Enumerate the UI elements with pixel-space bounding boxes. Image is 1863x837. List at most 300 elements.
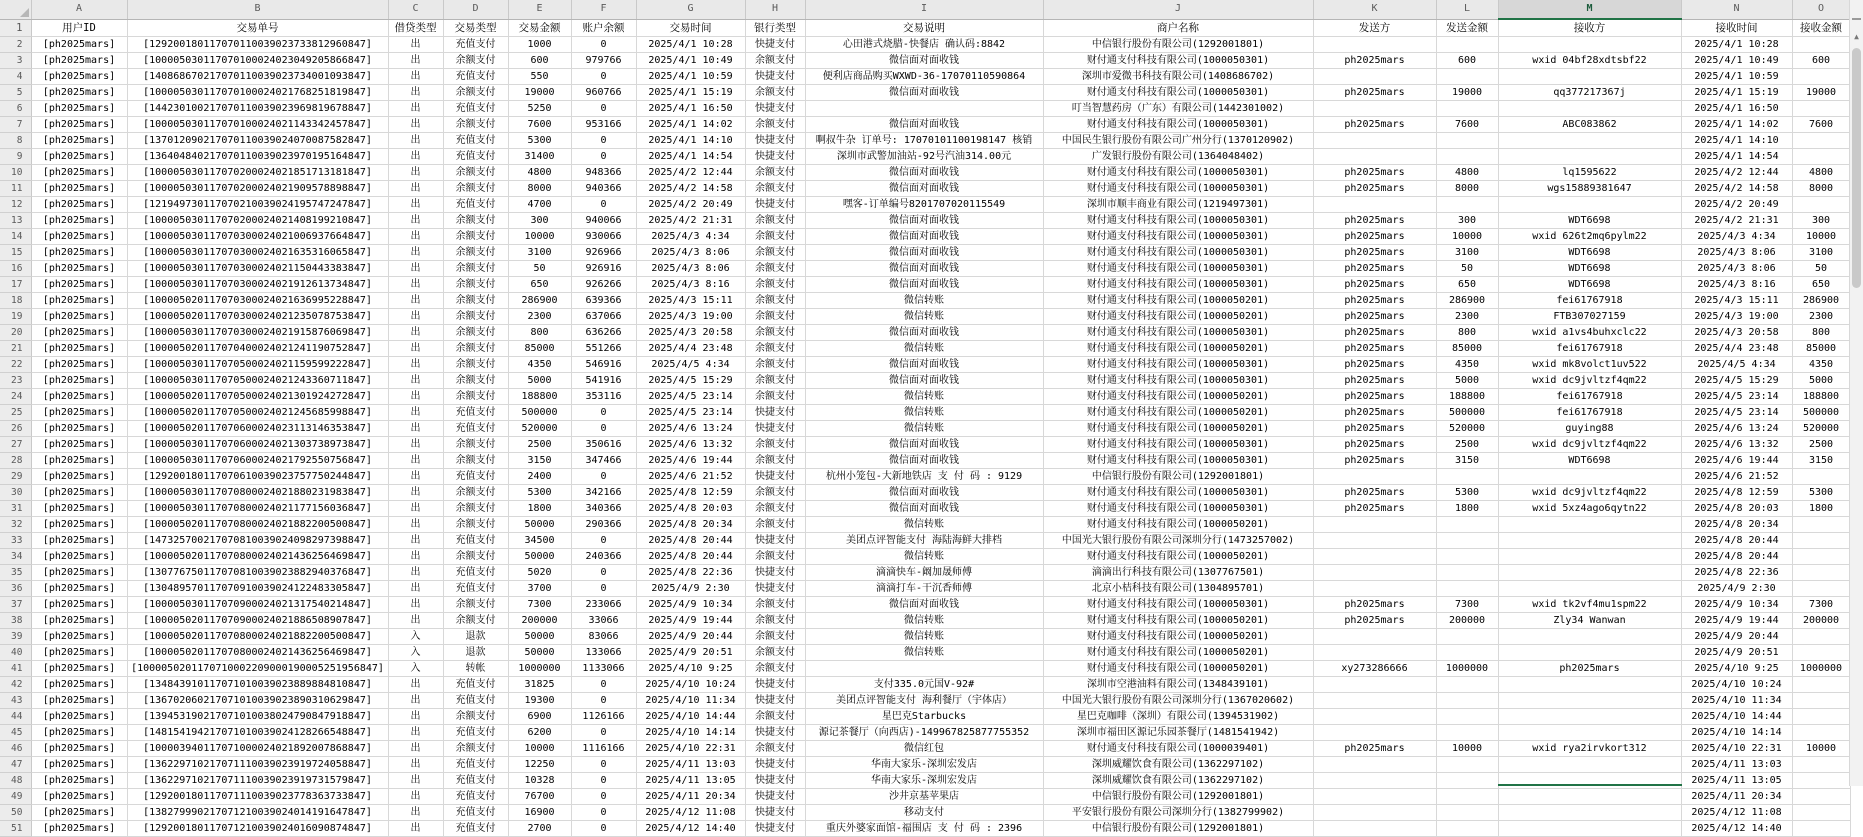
cell[interactable]: 入 bbox=[388, 645, 443, 661]
row-header[interactable]: 15 bbox=[0, 245, 31, 261]
cell[interactable]: 出 bbox=[388, 613, 443, 629]
cell[interactable]: 深圳市顺丰商业有限公司(1219497301) bbox=[1043, 197, 1313, 213]
cell[interactable]: 2025/4/3 8:06 bbox=[636, 245, 745, 261]
cell[interactable]: 出 bbox=[388, 533, 443, 549]
cell[interactable]: 快捷支付 bbox=[745, 789, 805, 805]
cell[interactable]: 财付通支付科技有限公司(1000050301) bbox=[1043, 117, 1313, 133]
cell[interactable] bbox=[1792, 149, 1850, 165]
cell[interactable]: [ph2025mars] bbox=[31, 101, 127, 117]
cell[interactable]: 快捷支付 bbox=[745, 149, 805, 165]
cell[interactable]: 出 bbox=[388, 773, 443, 789]
cell[interactable] bbox=[1498, 533, 1681, 549]
cell[interactable]: 926266 bbox=[571, 277, 636, 293]
cell[interactable]: 0 bbox=[571, 69, 636, 85]
cell[interactable]: 0 bbox=[571, 821, 636, 837]
cell[interactable]: 2025/4/8 20:44 bbox=[636, 549, 745, 565]
cell[interactable] bbox=[1436, 693, 1498, 709]
cell[interactable]: 19000 bbox=[508, 85, 571, 101]
cell[interactable]: 余额支付 bbox=[745, 629, 805, 645]
cell[interactable]: 0 bbox=[571, 469, 636, 485]
cell[interactable]: 50000 bbox=[508, 549, 571, 565]
row-header[interactable]: 28 bbox=[0, 453, 31, 469]
cell[interactable]: 余额支付 bbox=[745, 613, 805, 629]
cell[interactable] bbox=[1792, 725, 1850, 741]
cell[interactable]: 10000 bbox=[508, 229, 571, 245]
cell[interactable] bbox=[1792, 549, 1850, 565]
cell[interactable]: 2500 bbox=[1436, 437, 1498, 453]
cell[interactable]: 500000 bbox=[1436, 405, 1498, 421]
cell[interactable]: 2025/4/8 20:44 bbox=[636, 533, 745, 549]
cell[interactable]: 中信银行股份有限公司(1292001801) bbox=[1043, 789, 1313, 805]
cell[interactable] bbox=[1498, 693, 1681, 709]
cell[interactable]: 940366 bbox=[571, 181, 636, 197]
cell[interactable]: 出 bbox=[388, 725, 443, 741]
cell[interactable]: WDT6698 bbox=[1498, 261, 1681, 277]
row-header[interactable]: 8 bbox=[0, 133, 31, 149]
cell[interactable]: [ph2025mars] bbox=[31, 597, 127, 613]
cell[interactable]: [100005020117070800024021882200500847] bbox=[127, 517, 388, 533]
column-header-D[interactable]: D bbox=[443, 0, 508, 19]
cell[interactable]: 快捷支付 bbox=[745, 581, 805, 597]
cell[interactable] bbox=[1436, 133, 1498, 149]
cell[interactable]: 2025/4/6 19:44 bbox=[1681, 453, 1792, 469]
field-label-F[interactable]: 账户余额 bbox=[571, 19, 636, 37]
cell[interactable]: 500000 bbox=[508, 405, 571, 421]
cell[interactable]: [ph2025mars] bbox=[31, 805, 127, 821]
row-header[interactable]: 13 bbox=[0, 213, 31, 229]
cell[interactable]: 余额支付 bbox=[443, 485, 508, 501]
cell[interactable] bbox=[1792, 517, 1850, 533]
cell[interactable]: 财付通支付科技有限公司(1000050201) bbox=[1043, 613, 1313, 629]
cell[interactable]: 19300 bbox=[508, 693, 571, 709]
cell[interactable]: 支付335.0元国V-92# bbox=[805, 677, 1043, 693]
cell[interactable]: 出 bbox=[388, 341, 443, 357]
cell[interactable]: [ph2025mars] bbox=[31, 421, 127, 437]
cell[interactable]: 2025/4/6 21:52 bbox=[636, 469, 745, 485]
cell[interactable]: 中国光大银行股份有限公司深圳分行(1367020602) bbox=[1043, 693, 1313, 709]
cell[interactable]: 充值支付 bbox=[443, 725, 508, 741]
cell[interactable]: wgs15889381647 bbox=[1498, 181, 1681, 197]
cell[interactable]: 2025/4/1 10:59 bbox=[636, 69, 745, 85]
cell[interactable]: 76700 bbox=[508, 789, 571, 805]
cell[interactable]: 2025/4/4 23:48 bbox=[636, 341, 745, 357]
row-header[interactable]: 16 bbox=[0, 261, 31, 277]
cell[interactable]: ph2025mars bbox=[1313, 261, 1436, 277]
row-header[interactable]: 43 bbox=[0, 693, 31, 709]
cell[interactable] bbox=[1436, 149, 1498, 165]
cell[interactable]: ph2025mars bbox=[1313, 341, 1436, 357]
cell[interactable]: [136702060217071010039023890310629847] bbox=[127, 693, 388, 709]
cell[interactable]: 50000 bbox=[508, 517, 571, 533]
cell[interactable]: 出 bbox=[388, 261, 443, 277]
cell[interactable]: 5000 bbox=[508, 373, 571, 389]
cell[interactable]: 0 bbox=[571, 677, 636, 693]
cell[interactable] bbox=[1436, 517, 1498, 533]
cell[interactable]: [100005020117070300024021235078753847] bbox=[127, 309, 388, 325]
cell[interactable]: [ph2025mars] bbox=[31, 165, 127, 181]
cell[interactable]: 7300 bbox=[508, 597, 571, 613]
cell[interactable]: 余额支付 bbox=[443, 549, 508, 565]
cell[interactable]: 0 bbox=[571, 693, 636, 709]
cell[interactable]: ph2025mars bbox=[1313, 213, 1436, 229]
cell[interactable]: 余额支付 bbox=[443, 53, 508, 69]
cell[interactable]: 0 bbox=[571, 757, 636, 773]
cell[interactable]: 953166 bbox=[571, 117, 636, 133]
cell[interactable]: 中信银行股份有限公司(1292001801) bbox=[1043, 37, 1313, 53]
cell[interactable]: 出 bbox=[388, 277, 443, 293]
cell[interactable]: 1000000 bbox=[1792, 661, 1850, 677]
cell[interactable]: 50 bbox=[1436, 261, 1498, 277]
cell[interactable]: 50 bbox=[508, 261, 571, 277]
cell[interactable]: [ph2025mars] bbox=[31, 117, 127, 133]
cell[interactable]: 财付通支付科技有限公司(1000050301) bbox=[1043, 597, 1313, 613]
cell[interactable] bbox=[1313, 149, 1436, 165]
cell[interactable] bbox=[1498, 805, 1681, 821]
cell[interactable]: 3150 bbox=[1436, 453, 1498, 469]
cell[interactable]: [ph2025mars] bbox=[31, 485, 127, 501]
cell[interactable]: 0 bbox=[571, 565, 636, 581]
cell[interactable]: 2025/4/5 4:34 bbox=[1681, 357, 1792, 373]
field-label-K[interactable]: 发送方 bbox=[1313, 19, 1436, 37]
cell[interactable]: 微信转账 bbox=[805, 629, 1043, 645]
cell[interactable]: [147325700217070810039024098297398847] bbox=[127, 533, 388, 549]
cell[interactable] bbox=[1498, 821, 1681, 837]
cell[interactable]: 重庆外婆家面馆-福围店 支 付 码 : 2396 bbox=[805, 821, 1043, 837]
cell[interactable]: ph2025mars bbox=[1313, 245, 1436, 261]
cell[interactable]: 出 bbox=[388, 357, 443, 373]
column-header-F[interactable]: F bbox=[571, 0, 636, 19]
cell[interactable]: ph2025mars bbox=[1313, 485, 1436, 501]
cell[interactable]: [100005030117070300024021635316065847] bbox=[127, 245, 388, 261]
cell[interactable]: [ph2025mars] bbox=[31, 69, 127, 85]
cell[interactable] bbox=[1792, 709, 1850, 725]
cell[interactable]: 2500 bbox=[508, 437, 571, 453]
cell[interactable]: ABC083862 bbox=[1498, 117, 1681, 133]
cell[interactable]: 2025/4/3 4:34 bbox=[1681, 229, 1792, 245]
row-header[interactable]: 44 bbox=[0, 709, 31, 725]
cell[interactable]: 充值支付 bbox=[443, 421, 508, 437]
cell[interactable]: guying88 bbox=[1498, 421, 1681, 437]
row-header[interactable]: 37 bbox=[0, 597, 31, 613]
cell[interactable]: [139453190217071010038024790847918847] bbox=[127, 709, 388, 725]
cell[interactable]: 7600 bbox=[508, 117, 571, 133]
cell[interactable]: 19000 bbox=[1792, 85, 1850, 101]
row-header[interactable]: 38 bbox=[0, 613, 31, 629]
cell[interactable]: 50000 bbox=[508, 645, 571, 661]
cell[interactable]: 2025/4/10 22:31 bbox=[1681, 741, 1792, 757]
cell[interactable]: [100005020117070400024021241190752847] bbox=[127, 341, 388, 357]
cell[interactable]: [ph2025mars] bbox=[31, 549, 127, 565]
cell[interactable] bbox=[1498, 101, 1681, 117]
cell[interactable]: 财付通支付科技有限公司(1000050301) bbox=[1043, 245, 1313, 261]
cell[interactable]: 微信面对面收钱 bbox=[805, 245, 1043, 261]
field-label-H[interactable]: 银行类型 bbox=[745, 19, 805, 37]
row-header[interactable]: 49 bbox=[0, 789, 31, 805]
cell[interactable]: ph2025mars bbox=[1313, 389, 1436, 405]
cell[interactable]: 2300 bbox=[1792, 309, 1850, 325]
cell[interactable]: 2025/4/12 14:40 bbox=[636, 821, 745, 837]
cell[interactable]: 北京小桔科技有限公司(1304895701) bbox=[1043, 581, 1313, 597]
cell[interactable] bbox=[1313, 469, 1436, 485]
cell[interactable]: 2025/4/10 11:34 bbox=[636, 693, 745, 709]
cell[interactable]: 余额支付 bbox=[443, 325, 508, 341]
cell[interactable]: ph2025mars bbox=[1313, 53, 1436, 69]
cell[interactable]: 出 bbox=[388, 149, 443, 165]
cell[interactable]: 快捷支付 bbox=[745, 773, 805, 789]
cell[interactable] bbox=[1313, 133, 1436, 149]
cell[interactable]: 快捷支付 bbox=[745, 469, 805, 485]
cell[interactable]: 133066 bbox=[571, 645, 636, 661]
cell[interactable]: 快捷支付 bbox=[745, 565, 805, 581]
cell[interactable]: [ph2025mars] bbox=[31, 357, 127, 373]
scrollbar-thumb[interactable] bbox=[1852, 48, 1861, 288]
row-header[interactable]: 17 bbox=[0, 277, 31, 293]
cell[interactable] bbox=[1436, 677, 1498, 693]
cell[interactable] bbox=[1498, 725, 1681, 741]
cell[interactable]: 平安银行股份有限公司深圳分行(1382799902) bbox=[1043, 805, 1313, 821]
field-label-G[interactable]: 交易时间 bbox=[636, 19, 745, 37]
cell[interactable] bbox=[1498, 565, 1681, 581]
vertical-scrollbar[interactable] bbox=[1849, 0, 1863, 786]
cell[interactable]: 财付通支付科技有限公司(1000050301) bbox=[1043, 229, 1313, 245]
cell[interactable]: 余额支付 bbox=[443, 357, 508, 373]
cell[interactable]: 2025/4/3 19:00 bbox=[636, 309, 745, 325]
cell[interactable]: 出 bbox=[388, 677, 443, 693]
cell[interactable]: [ph2025mars] bbox=[31, 213, 127, 229]
field-label-C[interactable]: 借贷类型 bbox=[388, 19, 443, 37]
cell[interactable] bbox=[1436, 709, 1498, 725]
cell[interactable]: 出 bbox=[388, 389, 443, 405]
cell[interactable]: ph2025mars bbox=[1313, 229, 1436, 245]
row-header[interactable]: 48 bbox=[0, 773, 31, 789]
cell[interactable]: 2025/4/10 22:31 bbox=[636, 741, 745, 757]
cell[interactable]: 1000000 bbox=[508, 661, 571, 677]
cell[interactable]: 出 bbox=[388, 469, 443, 485]
cell[interactable]: 2025/4/8 20:34 bbox=[1681, 517, 1792, 533]
cell[interactable]: 2025/4/1 14:10 bbox=[1681, 133, 1792, 149]
row-header[interactable]: 5 bbox=[0, 85, 31, 101]
cell[interactable]: 财付通支付科技有限公司(1000050301) bbox=[1043, 357, 1313, 373]
cell[interactable]: 财付通支付科技有限公司(1000050201) bbox=[1043, 549, 1313, 565]
cell[interactable]: 微信面对面收钱 bbox=[805, 229, 1043, 245]
cell[interactable]: 2025/4/2 20:49 bbox=[636, 197, 745, 213]
column-header-G[interactable]: G bbox=[636, 0, 745, 19]
cell[interactable]: 286900 bbox=[508, 293, 571, 309]
cell[interactable]: 滴滴出行科技有限公司(1307767501) bbox=[1043, 565, 1313, 581]
column-header-M[interactable]: M bbox=[1498, 0, 1681, 19]
cell[interactable]: [ph2025mars] bbox=[31, 581, 127, 597]
cell[interactable]: 0 bbox=[571, 405, 636, 421]
cell[interactable]: 2025/4/10 14:44 bbox=[1681, 709, 1792, 725]
cell[interactable]: 300 bbox=[1436, 213, 1498, 229]
cell[interactable]: 微信面对面收钱 bbox=[805, 213, 1043, 229]
cell[interactable]: 7600 bbox=[1436, 117, 1498, 133]
cell[interactable]: 926966 bbox=[571, 245, 636, 261]
cell[interactable]: 2025/4/1 10:28 bbox=[636, 37, 745, 53]
cell[interactable]: ph2025mars bbox=[1313, 405, 1436, 421]
cell[interactable]: 微信面对面收钱 bbox=[805, 357, 1043, 373]
cell[interactable]: 财付通支付科技有限公司(1000050201) bbox=[1043, 341, 1313, 357]
cell[interactable]: 余额支付 bbox=[745, 741, 805, 757]
cell[interactable]: [100005020117070900024021886508907847] bbox=[127, 613, 388, 629]
row-header[interactable]: 36 bbox=[0, 581, 31, 597]
cell[interactable]: 余额支付 bbox=[745, 117, 805, 133]
cell[interactable]: 979766 bbox=[571, 53, 636, 69]
cell[interactable]: 余额支付 bbox=[745, 389, 805, 405]
cell[interactable]: 快捷支付 bbox=[745, 405, 805, 421]
cell[interactable]: 余额支付 bbox=[443, 597, 508, 613]
cell[interactable]: 5300 bbox=[1792, 485, 1850, 501]
cell[interactable]: 2025/4/3 8:06 bbox=[1681, 261, 1792, 277]
cell[interactable] bbox=[1436, 805, 1498, 821]
row-header[interactable]: 14 bbox=[0, 229, 31, 245]
cell[interactable]: 快捷支付 bbox=[745, 101, 805, 117]
cell[interactable] bbox=[1313, 709, 1436, 725]
cell[interactable]: 3100 bbox=[508, 245, 571, 261]
cell[interactable]: wxid a1vs4buhxclc22 bbox=[1498, 325, 1681, 341]
cell[interactable]: 5000 bbox=[1436, 373, 1498, 389]
cell[interactable]: 微信面对面收钱 bbox=[805, 373, 1043, 389]
cell[interactable]: 2025/4/11 13:05 bbox=[1681, 773, 1792, 789]
cell[interactable]: 188800 bbox=[508, 389, 571, 405]
cell[interactable]: 出 bbox=[388, 485, 443, 501]
cell[interactable]: ph2025mars bbox=[1313, 373, 1436, 389]
cell[interactable]: 快捷支付 bbox=[745, 693, 805, 709]
cell[interactable]: [ph2025mars] bbox=[31, 405, 127, 421]
cell[interactable]: [ph2025mars] bbox=[31, 389, 127, 405]
cell[interactable]: 7300 bbox=[1436, 597, 1498, 613]
cell[interactable]: 353116 bbox=[571, 389, 636, 405]
cell[interactable]: 650 bbox=[508, 277, 571, 293]
cell[interactable]: 出 bbox=[388, 821, 443, 837]
cell[interactable]: 便利店商品购买WXWD-36-17070110590864 bbox=[805, 69, 1043, 85]
row-header[interactable]: 9 bbox=[0, 149, 31, 165]
cell[interactable]: 财付通支付科技有限公司(1000050201) bbox=[1043, 421, 1313, 437]
cell[interactable]: 188800 bbox=[1792, 389, 1850, 405]
cell[interactable]: 充值支付 bbox=[443, 773, 508, 789]
cell[interactable]: lq1595622 bbox=[1498, 165, 1681, 181]
cell[interactable]: 出 bbox=[388, 69, 443, 85]
cell[interactable]: 2025/4/9 19:44 bbox=[1681, 613, 1792, 629]
cell[interactable]: [129200180117070610039023757750244847] bbox=[127, 469, 388, 485]
cell[interactable]: WDT6698 bbox=[1498, 213, 1681, 229]
cell[interactable]: 余额支付 bbox=[443, 165, 508, 181]
cell[interactable]: 5300 bbox=[1436, 485, 1498, 501]
column-header-E[interactable]: E bbox=[508, 0, 571, 19]
cell[interactable] bbox=[1792, 197, 1850, 213]
cell[interactable]: wxid dc9jvltzf4qm22 bbox=[1498, 437, 1681, 453]
row-header[interactable]: 3 bbox=[0, 53, 31, 69]
cell[interactable]: ph2025mars bbox=[1313, 421, 1436, 437]
cell[interactable]: 快捷支付 bbox=[745, 37, 805, 53]
cell[interactable]: 2025/4/1 10:49 bbox=[1681, 53, 1792, 69]
cell[interactable] bbox=[1436, 197, 1498, 213]
cell[interactable]: 余额支付 bbox=[745, 181, 805, 197]
cell[interactable]: 啊叔牛杂 订单号: 17070101100198147 核销 bbox=[805, 133, 1043, 149]
cell[interactable]: [ph2025mars] bbox=[31, 181, 127, 197]
cell[interactable]: 5300 bbox=[508, 133, 571, 149]
cell[interactable]: 微信面对面收钱 bbox=[805, 501, 1043, 517]
cell[interactable]: 余额支付 bbox=[443, 245, 508, 261]
cell[interactable]: 快捷支付 bbox=[745, 725, 805, 741]
cell[interactable]: WDT6698 bbox=[1498, 245, 1681, 261]
cell[interactable]: 0 bbox=[571, 37, 636, 53]
cell[interactable]: 出 bbox=[388, 213, 443, 229]
cell[interactable]: 16900 bbox=[508, 805, 571, 821]
cell[interactable]: 深圳市福田区源记乐园茶餐厅(1481541942) bbox=[1043, 725, 1313, 741]
cell[interactable]: 充值支付 bbox=[443, 677, 508, 693]
cell[interactable]: ph2025mars bbox=[1313, 309, 1436, 325]
cell[interactable] bbox=[1436, 549, 1498, 565]
cell[interactable]: 546916 bbox=[571, 357, 636, 373]
cell[interactable]: [ph2025mars] bbox=[31, 677, 127, 693]
cell[interactable]: 中信银行股份有限公司(1292001801) bbox=[1043, 469, 1313, 485]
cell[interactable]: 600 bbox=[508, 53, 571, 69]
cell[interactable]: 微信转账 bbox=[805, 517, 1043, 533]
cell[interactable] bbox=[1436, 37, 1498, 53]
cell[interactable]: 0 bbox=[571, 197, 636, 213]
cell[interactable]: 微信转账 bbox=[805, 309, 1043, 325]
cell[interactable]: 1800 bbox=[508, 501, 571, 517]
cell[interactable]: [ph2025mars] bbox=[31, 565, 127, 581]
row-header[interactable]: 4 bbox=[0, 69, 31, 85]
cell[interactable]: 2025/4/3 20:58 bbox=[1681, 325, 1792, 341]
cell[interactable]: fei61767918 bbox=[1498, 293, 1681, 309]
cell[interactable]: 余额支付 bbox=[443, 309, 508, 325]
scrollbar-split-handle[interactable] bbox=[1852, 18, 1861, 20]
cell[interactable]: 2025/4/10 9:25 bbox=[1681, 661, 1792, 677]
cell[interactable] bbox=[1313, 629, 1436, 645]
row-header[interactable]: 26 bbox=[0, 421, 31, 437]
cell[interactable]: ph2025mars bbox=[1313, 293, 1436, 309]
cell[interactable]: [ph2025mars] bbox=[31, 645, 127, 661]
cell[interactable]: 嘿客-订单编号8201707020115549 bbox=[805, 197, 1043, 213]
cell[interactable]: 快捷支付 bbox=[745, 677, 805, 693]
cell[interactable]: 10000 bbox=[1792, 741, 1850, 757]
field-label-N[interactable]: 接收时间 bbox=[1681, 19, 1792, 37]
cell[interactable]: [100005030117070900024021317540214847] bbox=[127, 597, 388, 613]
cell[interactable]: 240366 bbox=[571, 549, 636, 565]
cell[interactable]: 微信转账 bbox=[805, 549, 1043, 565]
cell[interactable]: [100005030117070500024021159599222847] bbox=[127, 357, 388, 373]
cell[interactable]: 财付通支付科技有限公司(1000050201) bbox=[1043, 405, 1313, 421]
row-header[interactable]: 19 bbox=[0, 309, 31, 325]
cell[interactable]: 余额支付 bbox=[745, 357, 805, 373]
cell[interactable]: 充值支付 bbox=[443, 133, 508, 149]
column-header-O[interactable]: O bbox=[1792, 0, 1850, 19]
cell[interactable]: 微信面对面收钱 bbox=[805, 85, 1043, 101]
cell[interactable]: 2025/4/11 20:34 bbox=[636, 789, 745, 805]
cell[interactable]: 926916 bbox=[571, 261, 636, 277]
cell[interactable] bbox=[1436, 533, 1498, 549]
cell[interactable]: 2025/4/5 15:29 bbox=[636, 373, 745, 389]
cell[interactable]: [134843910117071010039023889884810847] bbox=[127, 677, 388, 693]
cell[interactable]: ph2025mars bbox=[1313, 501, 1436, 517]
cell[interactable]: 快捷支付 bbox=[745, 421, 805, 437]
cell[interactable]: 财付通支付科技有限公司(1000050201) bbox=[1043, 389, 1313, 405]
cell[interactable]: 2025/4/1 14:54 bbox=[636, 149, 745, 165]
cell[interactable]: WDT6698 bbox=[1498, 453, 1681, 469]
cell[interactable]: 充值支付 bbox=[443, 405, 508, 421]
cell[interactable]: [ph2025mars] bbox=[31, 373, 127, 389]
row-header[interactable]: 46 bbox=[0, 741, 31, 757]
cell[interactable] bbox=[1498, 149, 1681, 165]
cell[interactable]: 微信转账 bbox=[805, 645, 1043, 661]
cell[interactable]: 快捷支付 bbox=[745, 757, 805, 773]
cell[interactable]: 余额支付 bbox=[745, 517, 805, 533]
cell[interactable]: [1000050201170710002209000190005251956847] bbox=[127, 661, 388, 677]
cell[interactable]: wxid tk2vf4mu1spm22 bbox=[1498, 597, 1681, 613]
